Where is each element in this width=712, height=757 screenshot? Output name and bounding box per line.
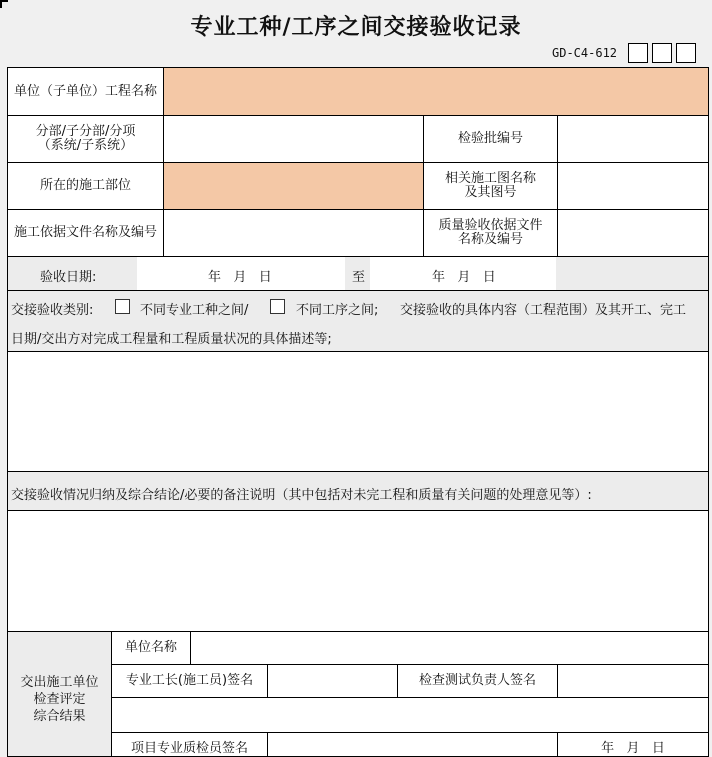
label-inspection-batch-no: 检验批编号	[423, 115, 558, 163]
blank-row[interactable]	[111, 697, 709, 733]
input-test-lead-sign[interactable]	[557, 664, 709, 698]
form-title: 专业工种/工序之间交接验收记录	[190, 15, 522, 40]
handover-content-line1: 交接验收的具体内容（工程范围）及其开工、完工	[400, 303, 687, 318]
label-quality-basis-line2: 名称及编号	[457, 232, 523, 247]
label-test-lead-sign: 检查测试负责人签名	[397, 664, 558, 698]
corner-marker	[0, 0, 8, 8]
label-division-line2: （系统/子系统）	[37, 138, 134, 153]
input-foreman-sign[interactable]	[267, 664, 398, 698]
handover-unit-line3: 综合结果	[33, 709, 86, 724]
form-code: GD-C4-612	[552, 46, 618, 60]
label-qc-sign: 项目专业质检员签名	[111, 732, 268, 757]
checkbox-different-trades[interactable]	[115, 299, 130, 314]
handover-unit-group	[7, 631, 112, 757]
input-division[interactable]	[163, 115, 424, 163]
handover-unit-line2: 检查评定	[33, 692, 86, 707]
code-box-1[interactable]	[628, 43, 648, 63]
date-start: 年 月 日	[208, 270, 272, 285]
input-inspection-batch-no[interactable]	[557, 115, 709, 163]
handover-type-label: 交接验收类别:	[11, 303, 94, 318]
input-construction-basis[interactable]	[163, 209, 424, 257]
label-quality-basis-line1: 质量验收依据文件	[438, 218, 543, 233]
checkbox-different-processes[interactable]	[270, 299, 285, 314]
label-unit-project-name: 单位（子单位）工程名称	[7, 67, 164, 116]
label-construction-location: 所在的施工部位	[7, 162, 164, 210]
summary-label: 交接验收情况归纳及综合结论/必要的备注说明（其中包括对未完工程和质量有关问题的处理意见等）:	[11, 488, 592, 503]
handover-unit-line1: 交出施工单位	[20, 675, 99, 690]
option-different-trades: 不同专业工种之间/	[140, 303, 249, 318]
label-drawing-name-line1: 相关施工图名称	[444, 171, 536, 186]
input-quality-basis[interactable]	[557, 209, 709, 257]
date-to: 至	[352, 270, 366, 285]
label-unit-name: 单位名称	[111, 631, 191, 665]
label-construction-basis: 施工依据文件名称及编号	[7, 209, 164, 257]
code-box-2[interactable]	[652, 43, 672, 63]
handover-content-line2: 日期/交出方对完成工程量和工程质量状况的具体描述等;	[11, 332, 332, 347]
option-different-processes: 不同工序之间;	[296, 303, 379, 318]
label-drawing-name	[423, 162, 558, 210]
label-quality-basis	[423, 209, 558, 257]
input-unit-project-name[interactable]	[163, 67, 709, 116]
date-label: 验收日期:	[40, 270, 97, 285]
summary-content-area[interactable]	[7, 510, 709, 632]
input-unit-name[interactable]	[190, 631, 709, 665]
input-qc-sign[interactable]	[267, 732, 558, 757]
label-drawing-name-line2: 及其图号	[464, 185, 517, 200]
label-division-line1: 分部/子分部/分项	[35, 124, 136, 139]
label-foreman-sign: 专业工长(施工员)签名	[111, 664, 268, 698]
qc-sign-date: 年 月 日	[557, 732, 709, 757]
input-drawing-name[interactable]	[557, 162, 709, 210]
handover-content-area[interactable]	[7, 351, 709, 472]
code-box-3[interactable]	[676, 43, 696, 63]
label-division	[7, 115, 164, 163]
input-construction-location[interactable]	[163, 162, 424, 210]
date-end: 年 月 日	[432, 270, 496, 285]
